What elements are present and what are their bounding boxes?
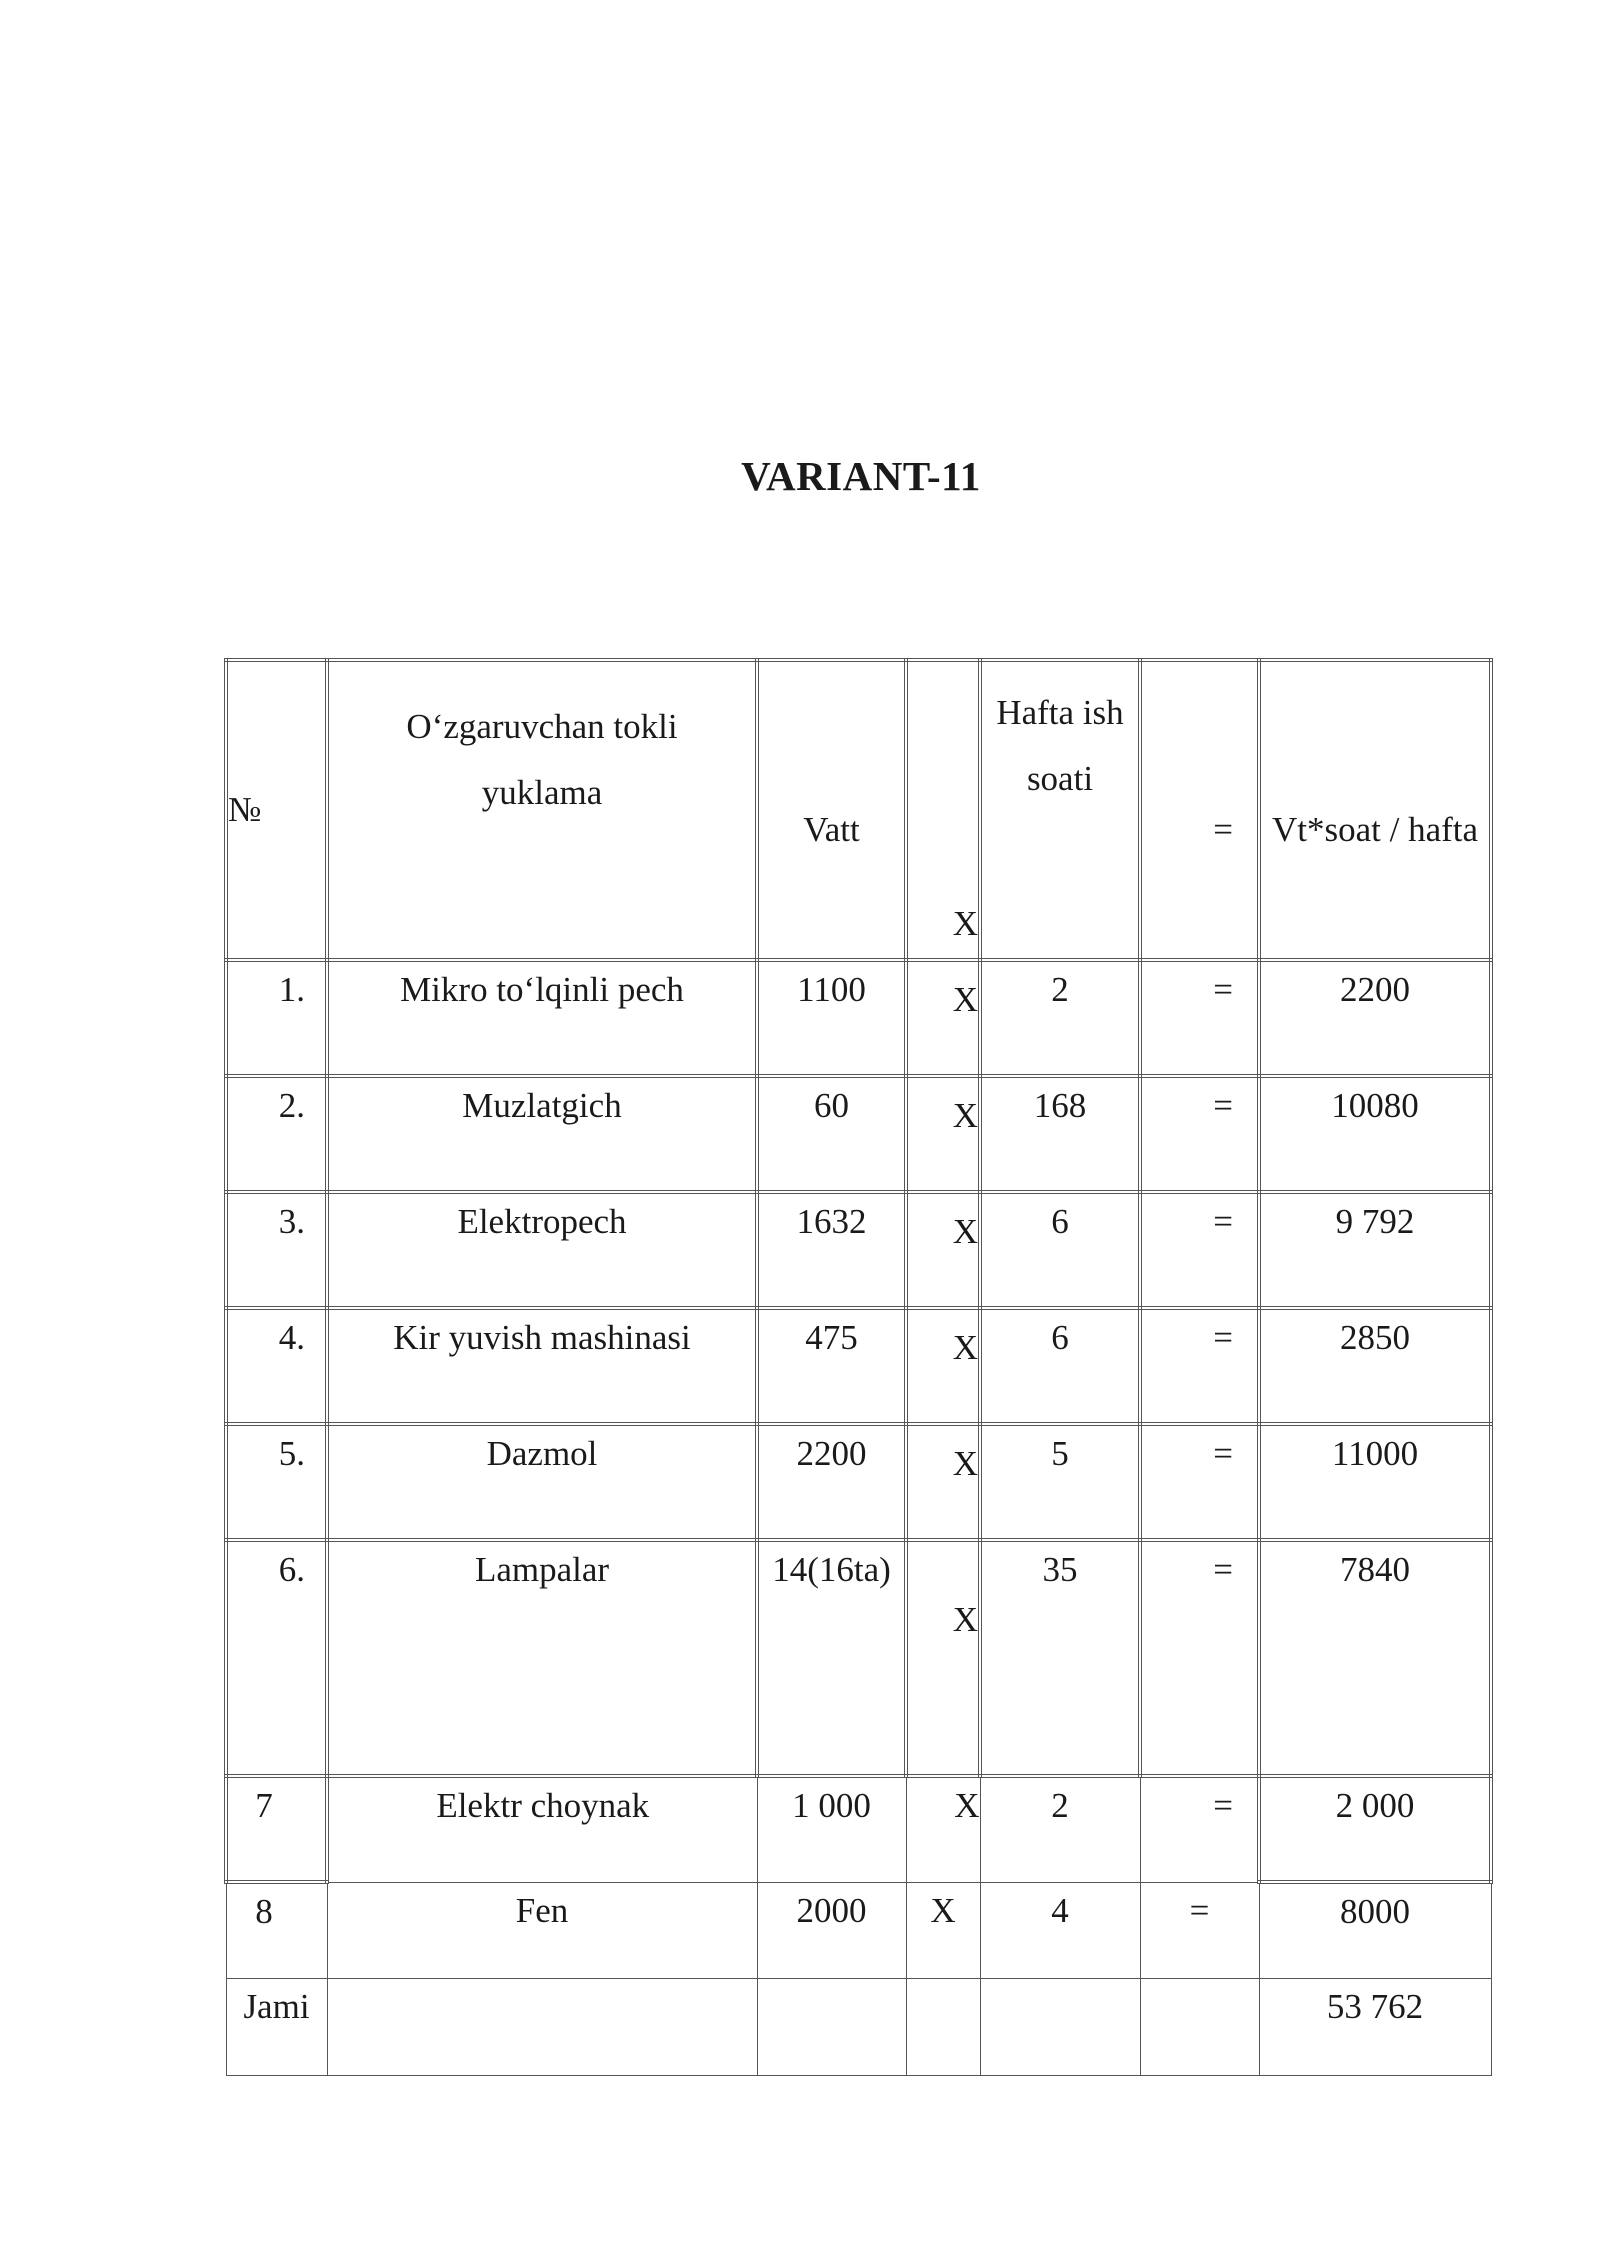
- row-no: 5.: [226, 1424, 327, 1540]
- row-vatt: 60: [757, 1076, 906, 1192]
- empty-cell: [1140, 1979, 1259, 2076]
- empty-cell: [327, 1979, 757, 2076]
- row-hours: 4: [980, 1882, 1140, 1979]
- empty-cell: [906, 1979, 980, 2076]
- header-name-text: O‘zgaruvchan tokli yuklama: [406, 707, 678, 812]
- total-result: 53 762: [1259, 1979, 1491, 2076]
- row-result: 9 792: [1259, 1192, 1491, 1308]
- row-name: Elektr choynak: [327, 1776, 757, 1882]
- header-eq: =: [1140, 660, 1259, 960]
- row-eq: =: [1140, 1308, 1259, 1424]
- row-x: X: [906, 1192, 980, 1308]
- row-result: 7840: [1259, 1540, 1491, 1776]
- row-eq: =: [1140, 1882, 1259, 1979]
- row-vatt: 1100: [757, 960, 906, 1076]
- table-row: [226, 960, 1491, 1076]
- row-vatt: 1632: [757, 1192, 906, 1308]
- row-hours: 35: [980, 1540, 1140, 1776]
- total-label: Jami: [226, 1979, 327, 2076]
- row-no: 8: [226, 1882, 327, 1979]
- row-x: X: [906, 1882, 980, 1979]
- row-vatt: 475: [757, 1308, 906, 1424]
- row-hours: 168: [980, 1076, 1140, 1192]
- row-hours: 6: [980, 1308, 1140, 1424]
- row-name: Elektropech: [327, 1192, 757, 1308]
- header-result: Vt*soat / hafta: [1259, 660, 1491, 960]
- row-name: Dazmol: [327, 1424, 757, 1540]
- row-result: 2 000: [1259, 1776, 1491, 1882]
- row-vatt: 2000: [757, 1882, 906, 1979]
- header-hours: [980, 660, 1140, 960]
- row-result: 2200: [1259, 960, 1491, 1076]
- row-no: 2.: [226, 1076, 327, 1192]
- header-name: [327, 660, 757, 960]
- table-row: [226, 1308, 1491, 1424]
- row-name: Lampalar: [327, 1540, 757, 1776]
- row-eq: =: [1140, 960, 1259, 1076]
- empty-cell: [980, 1979, 1140, 2076]
- row-hours: 6: [980, 1192, 1140, 1308]
- row-hours: 2: [980, 960, 1140, 1076]
- header-x: X: [906, 660, 980, 960]
- row-eq: =: [1140, 1540, 1259, 1776]
- row-eq: =: [1140, 1776, 1259, 1882]
- row-result: 11000: [1259, 1424, 1491, 1540]
- table-row: [226, 1882, 1491, 1979]
- row-x: X: [906, 1076, 980, 1192]
- empty-cell: [757, 1979, 906, 2076]
- row-eq: =: [1140, 1192, 1259, 1308]
- row-no: 3.: [226, 1192, 327, 1308]
- row-x: X: [906, 1540, 980, 1776]
- row-no: 7: [226, 1776, 327, 1882]
- row-no: 6.: [226, 1540, 327, 1776]
- table-row: [226, 1192, 1491, 1308]
- row-vatt: 14(16ta): [757, 1540, 906, 1776]
- row-name: Mikro to‘lqinli pech: [327, 960, 757, 1076]
- row-eq: =: [1140, 1424, 1259, 1540]
- row-hours: 5: [980, 1424, 1140, 1540]
- table-row: [226, 1540, 1491, 1776]
- table-row: [226, 1076, 1491, 1192]
- row-result: 10080: [1259, 1076, 1491, 1192]
- row-x: X: [906, 1776, 980, 1882]
- row-eq: =: [1140, 1076, 1259, 1192]
- row-name: Fen: [327, 1882, 757, 1979]
- row-hours: 2: [980, 1776, 1140, 1882]
- row-name: Muzlatgich: [327, 1076, 757, 1192]
- row-no: 4.: [226, 1308, 327, 1424]
- row-x: X: [906, 960, 980, 1076]
- row-result: 2850: [1259, 1308, 1491, 1424]
- header-vatt: Vatt: [757, 660, 906, 960]
- row-result: 8000: [1259, 1882, 1491, 1979]
- table-row: [226, 1776, 1491, 1882]
- row-name: Kir yuvish mashinasi: [327, 1308, 757, 1424]
- table-header-row: [226, 660, 1491, 960]
- page-title: VARIANT-11: [741, 453, 981, 499]
- table-total-row: [226, 1979, 1491, 2076]
- consumption-table: [224, 658, 1493, 2076]
- row-vatt: 1 000: [757, 1776, 906, 1882]
- row-x: X: [906, 1424, 980, 1540]
- row-no: 1.: [226, 960, 327, 1076]
- row-vatt: 2200: [757, 1424, 906, 1540]
- header-hours-text: Hafta ish soati: [996, 693, 1124, 798]
- row-x: X: [906, 1308, 980, 1424]
- table-row: [226, 1424, 1491, 1540]
- header-no: №: [226, 660, 327, 960]
